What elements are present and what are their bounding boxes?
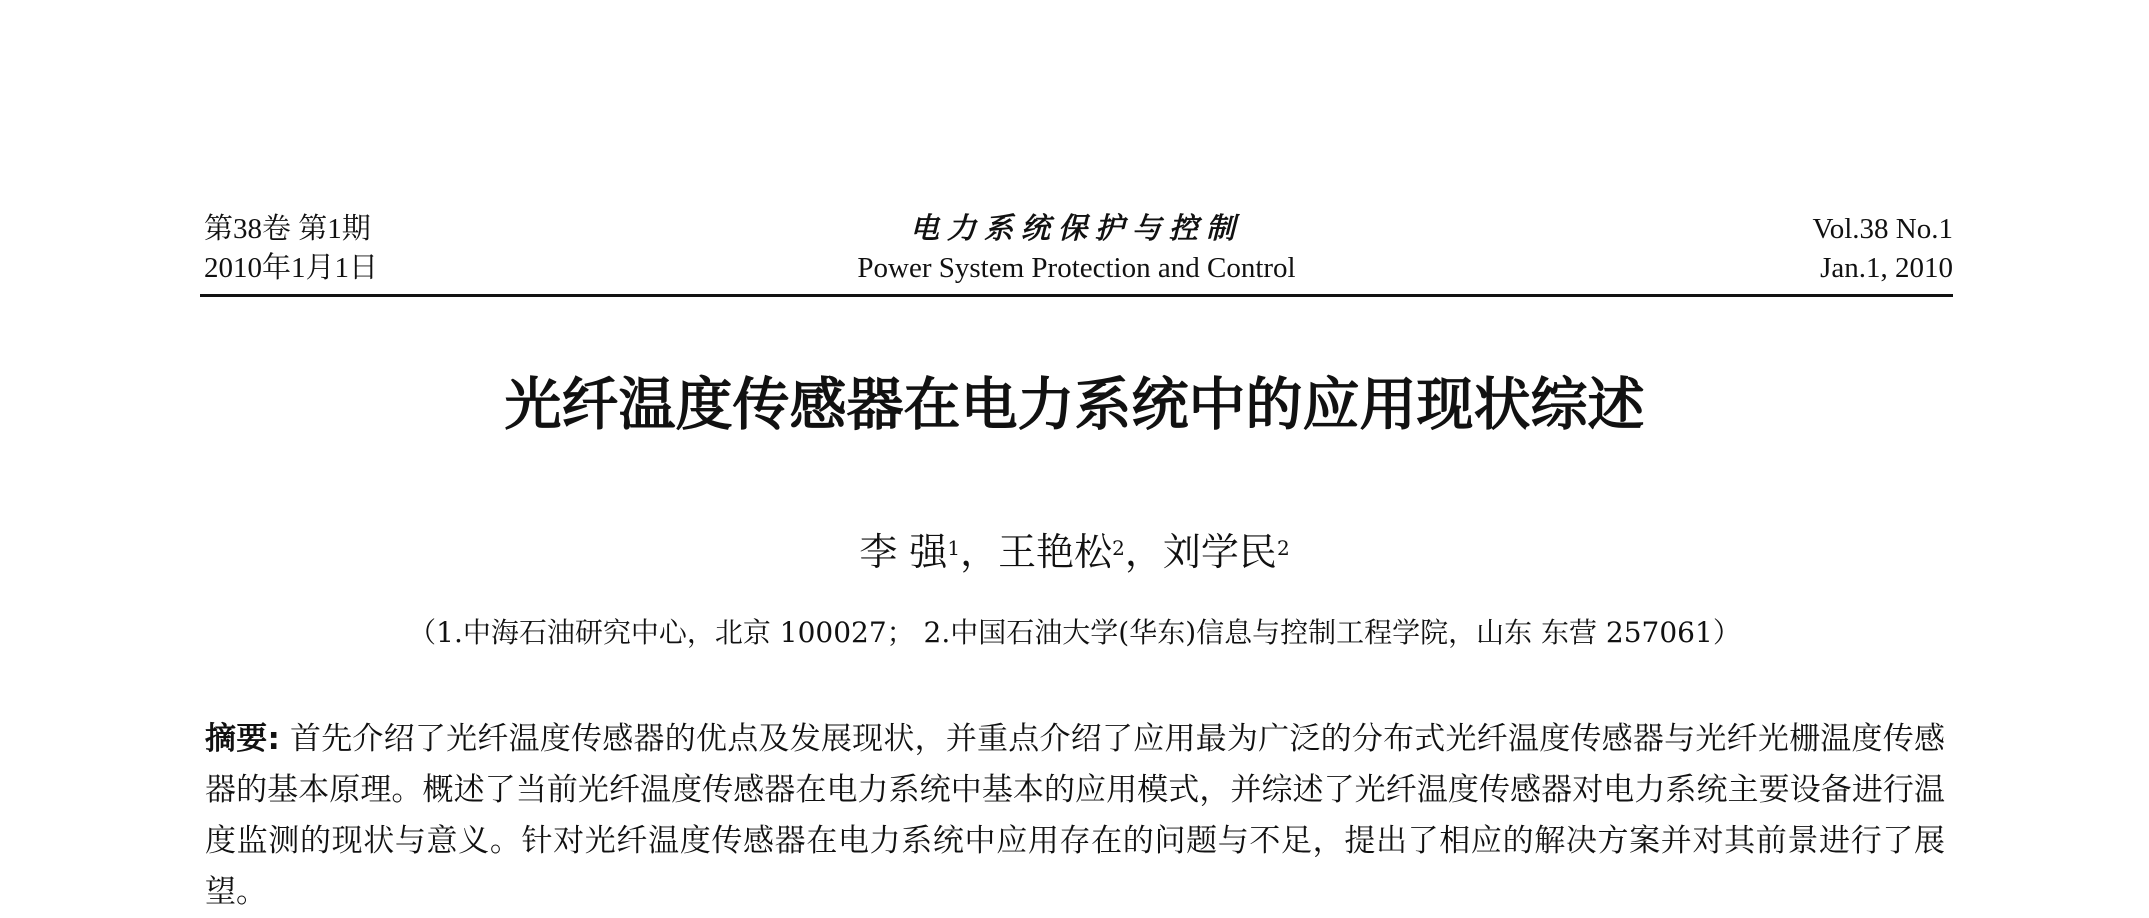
date-cn: 2010年1月1日 bbox=[204, 252, 379, 284]
author-name: 李 强 bbox=[859, 530, 948, 574]
journal-name-en: Power System Protection and Control bbox=[857, 252, 1296, 284]
author-separator: ， bbox=[1124, 530, 1163, 574]
volume-en: Vol.38 No.1 bbox=[1812, 213, 1953, 245]
article-title: 光纤温度传感器在电力系统中的应用现状综述 bbox=[504, 372, 1645, 438]
header-right bbox=[1813, 210, 1953, 288]
header-center bbox=[200, 210, 1953, 288]
journal-header bbox=[200, 210, 1953, 292]
author-affiliation-mark: 1 bbox=[947, 536, 961, 560]
abstract bbox=[205, 714, 1945, 918]
author-name: 刘学民 bbox=[1162, 530, 1277, 574]
author-name: 王艳松 bbox=[998, 530, 1113, 574]
date-en: Jan.1, 2010 bbox=[1820, 252, 1953, 284]
author-list bbox=[0, 528, 2149, 576]
volume-cn: 第38卷 第1期 bbox=[204, 213, 371, 245]
author-affiliation-mark: 2 bbox=[1276, 536, 1290, 560]
abstract-text: 首先介绍了光纤温度传感器的优点及发展现状，并重点介绍了应用最为广泛的分布式光纤温度传感器与光纤光栅温度传感器的基本原理。概述了当前光纤温度传感器在电力系统中基本的应用模式，并综述了光纤温度传感器对电力系统主要设备进行温度监测的现状与意义。针对光纤温度传感器在电力系统中应用存在的问题与不足，提出了相应的解决方案并对其前景进行了展望。 bbox=[205, 721, 1945, 910]
author-separator: ， bbox=[960, 530, 999, 574]
header-rule bbox=[200, 294, 1953, 297]
journal-name-cn: 电力系统保护与控制 bbox=[909, 213, 1243, 245]
author-affiliation-mark: 2 bbox=[1112, 536, 1125, 560]
abstract-label: 摘要: bbox=[205, 721, 280, 757]
affiliations: （1.中海石油研究中心，北京 100027； 2.中国石油大学(华东)信息与控制工程学院，山东 东营 257061） bbox=[408, 616, 1741, 649]
